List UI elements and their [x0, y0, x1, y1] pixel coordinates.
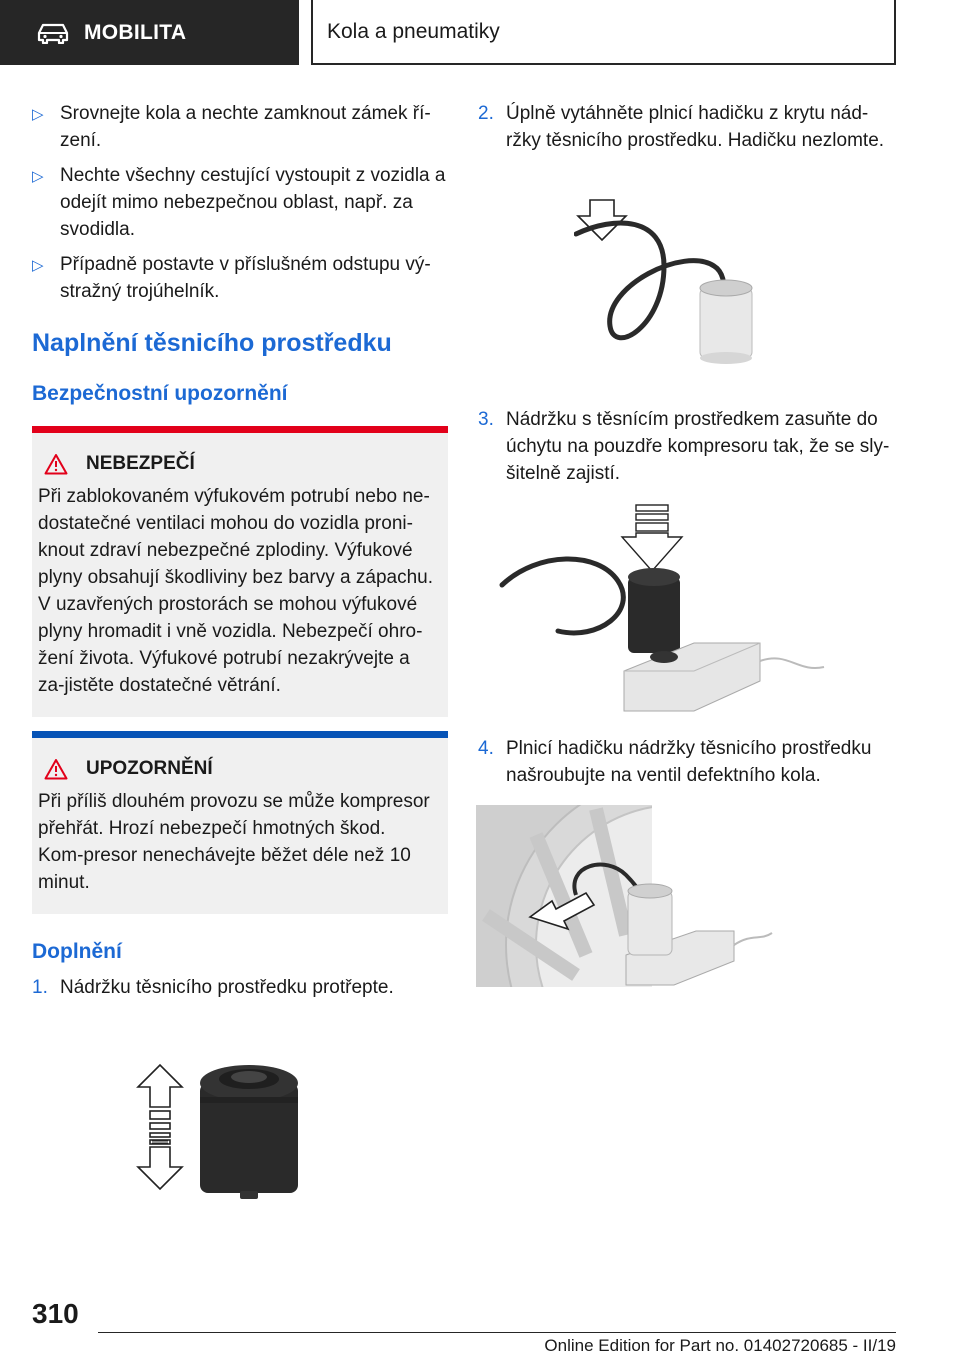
- step-2: 2. Úplně vytáhněte plnicí hadičku z krytu nád-ržky těsnicího prostředku. Hadičku nezlomte.: [478, 103, 885, 151]
- bullet-item: ▷ Srovnejte kola a nechte zamknout zámek ří-zení.: [32, 100, 448, 154]
- shake-canister-illustration: [134, 1057, 334, 1217]
- bullet-item: ▷ Nechte všechny cestující vystoupit z vozidla a odejít mimo nebezpečnou oblast, např. za svodidla.: [32, 162, 448, 243]
- car-icon: [36, 22, 70, 44]
- triangle-bullet-icon: ▷: [32, 168, 44, 185]
- connect-valve-illustration: [476, 805, 776, 987]
- left-column: [32, 100, 448, 1217]
- pull-hose-illustration: [574, 176, 774, 376]
- danger-text: Při zablokovaném výfukovém potrubí nebo ne-dostatečné ventilaci mohou do vozidla proni-knout zdraví nebezpečné zplodiny. Výfukové plyny obsahují škodliviny bez barvy a zápachu. V uzavřených prostorách se mohou výfukové plyny hromadit i vně vozidla. Nebezpečí ohro-žení života. Výfukové potrubí nezakrývejte a za-jistěte dostatečné větrání.: [38, 486, 434, 696]
- fill-subtitle: Doplnění: [32, 940, 122, 963]
- bullet-item: ▷ Případně postavte v příslušném odstupu vý-stražný trojúhelník.: [32, 251, 448, 305]
- right-column: [478, 100, 894, 987]
- page-number: 310: [32, 1298, 79, 1329]
- insert-canister-illustration: [498, 501, 828, 721]
- step-3: 3. Nádržku s těsnícím prostředkem zasuňte do úchytu na pouzdře kompresoru tak, že se sly-šitelně zajistí.: [478, 409, 890, 484]
- header-chapter: [311, 0, 896, 65]
- warning-triangle-icon: [44, 453, 68, 475]
- warning-triangle-icon: [44, 758, 68, 780]
- triangle-bullet-icon: ▷: [32, 106, 44, 123]
- step-1: 1. Nádržku těsnicího prostředku protřepte.: [32, 977, 394, 998]
- danger-title: NEBEZPEČÍ: [86, 453, 195, 474]
- caution-text: Při příliš dlouhém provozu se může kompresor přehřát. Hrozí nebezpečí hmotných škod. Kom-presor nenechávejte běžet déle než 10 minut.: [38, 791, 430, 893]
- footer-divider: [98, 1332, 896, 1333]
- header-section-tab: [0, 0, 299, 65]
- section-title: Naplnění těsnicího prostředku: [32, 329, 392, 357]
- step-4: 4. Plnicí hadičku nádržky těsnicího prostředku našroubujte na ventil defektního kola.: [478, 738, 872, 786]
- safety-subtitle: Bezpečnostní upozornění: [32, 382, 288, 405]
- header-section-label: MOBILITA: [84, 20, 187, 44]
- danger-box: [32, 426, 448, 717]
- footer-edition: Online Edition for Part no. 01402720685 - II/19: [544, 1336, 896, 1355]
- caution-box: [32, 731, 448, 914]
- caution-title: UPOZORNĚNÍ: [86, 758, 213, 779]
- chapter-title: Kola a pneumatiky: [327, 19, 500, 43]
- triangle-bullet-icon: ▷: [32, 257, 44, 274]
